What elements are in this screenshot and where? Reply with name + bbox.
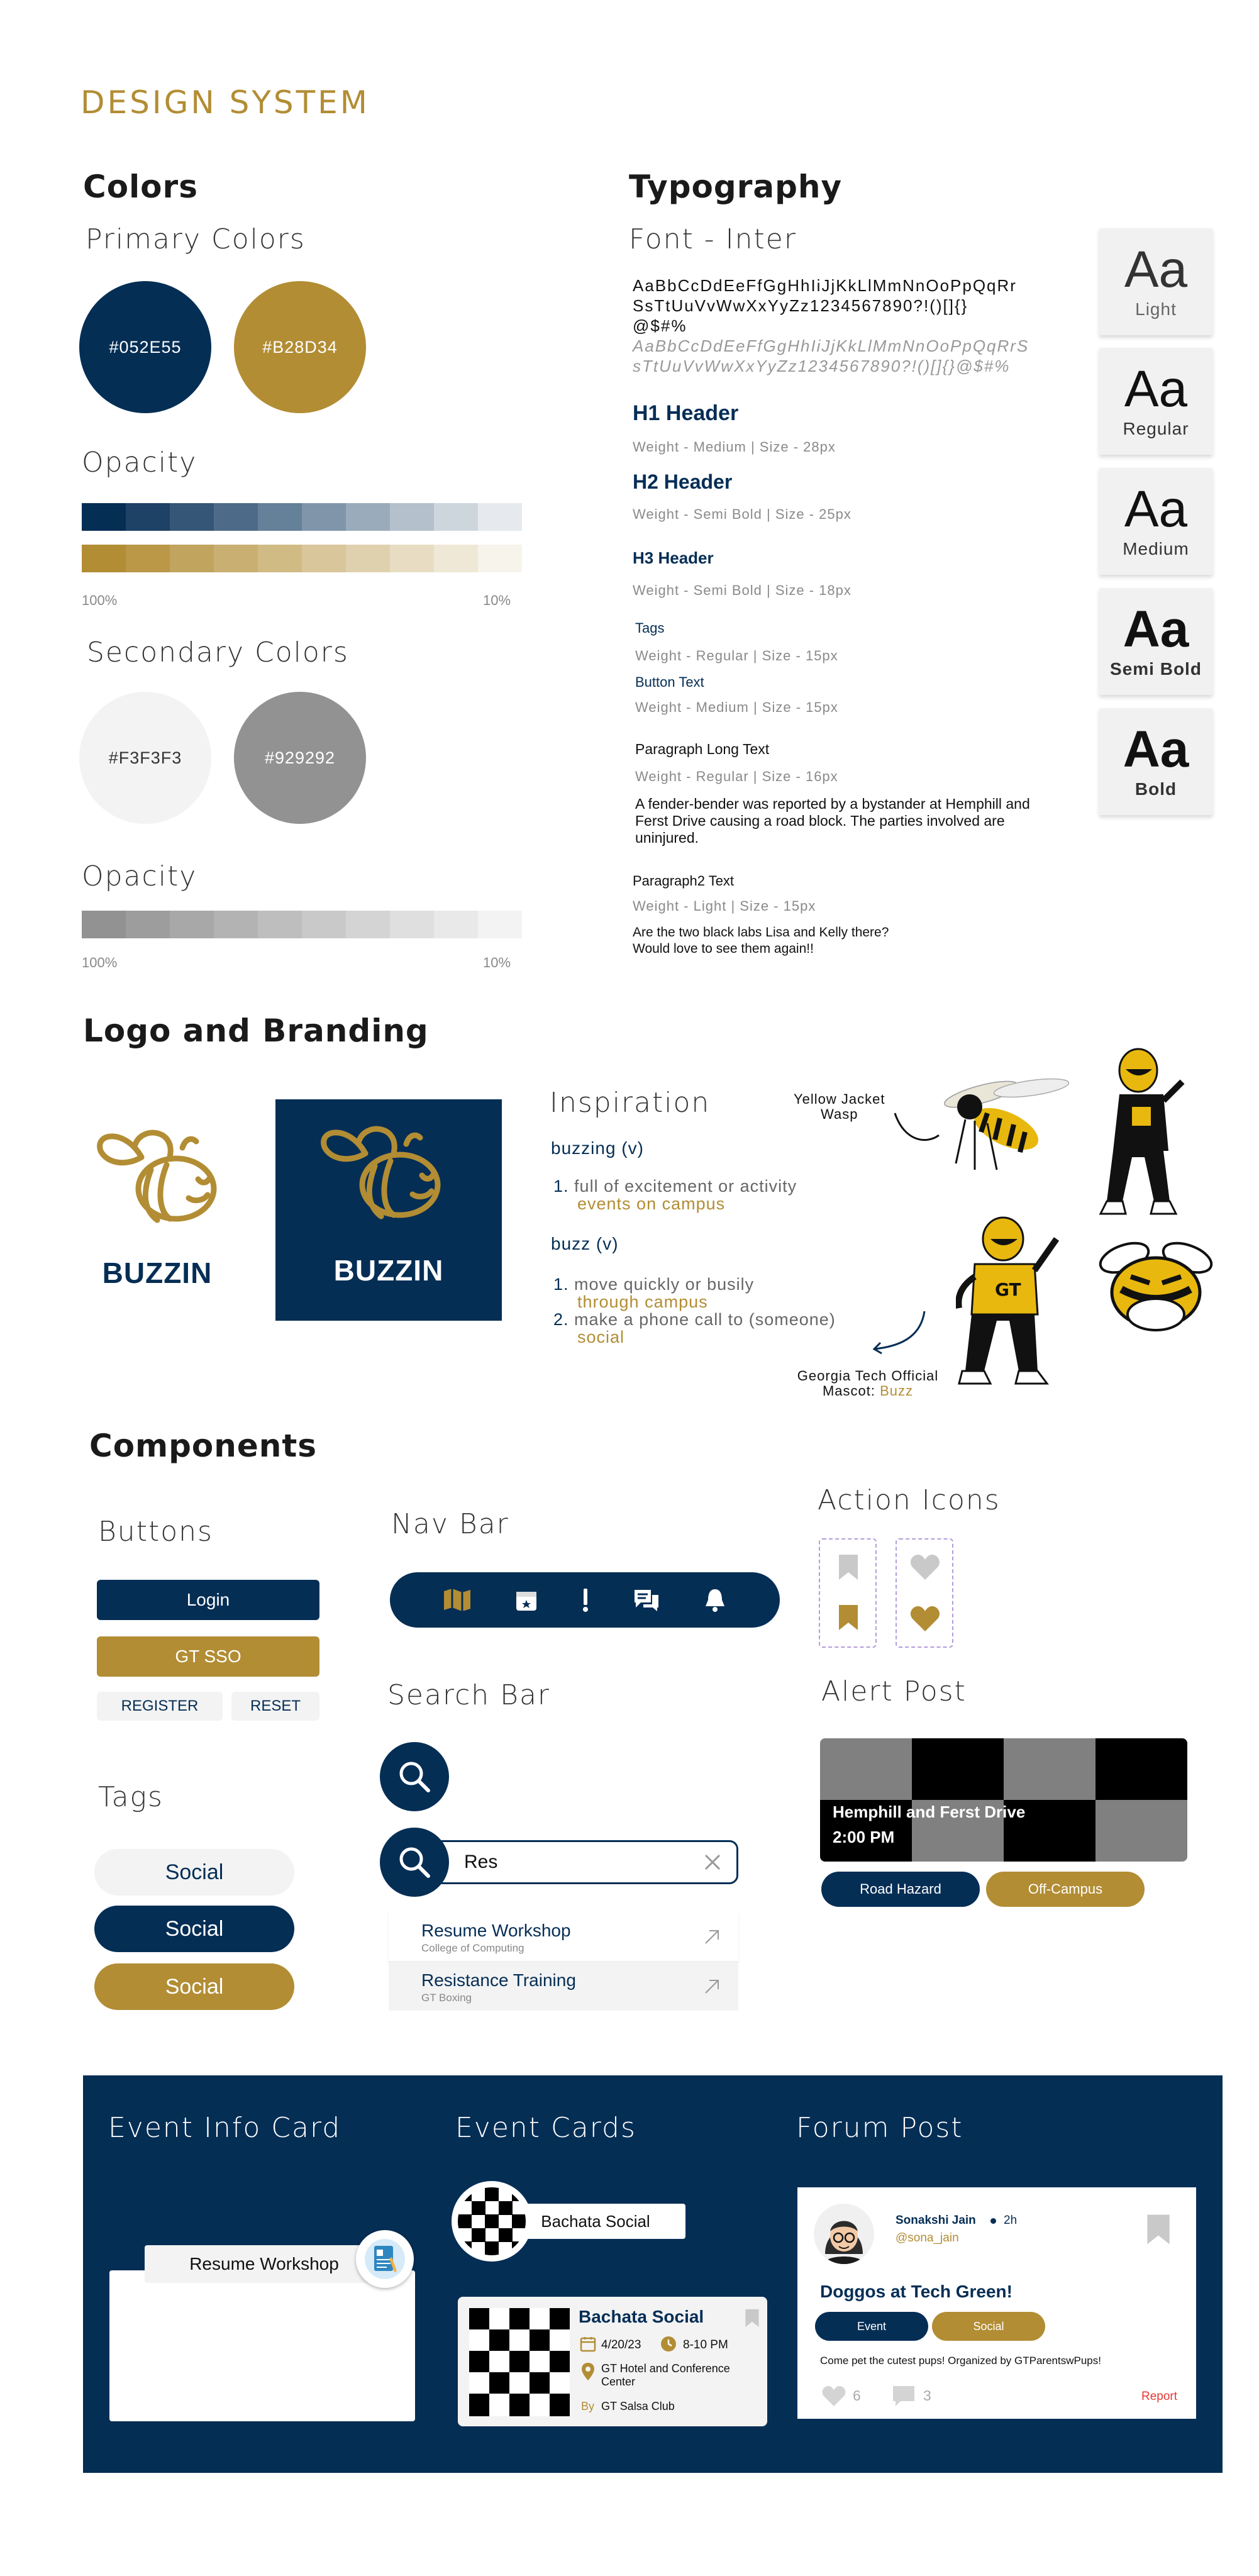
navbar-heading: Nav Bar <box>391 1508 509 1540</box>
forum-tag-social[interactable]: Social <box>932 2312 1045 2341</box>
alphabet-line-3: @$#% <box>633 316 687 335</box>
forum-post-body: Come pet the cutest pups! Organized by GTParentswPups! <box>820 2355 1101 2367</box>
opacity2-heading: Opacity <box>82 860 197 892</box>
forum-handle: @sona_jain <box>896 2231 959 2245</box>
weight-light-box <box>1099 228 1212 335</box>
wasp-illustration-icon <box>937 1069 1075 1182</box>
button-text-sample: Button Text <box>635 674 704 690</box>
buzz-def-list <box>553 1275 836 1346</box>
alert-tag-road-hazard[interactable]: Road Hazard <box>821 1872 980 1907</box>
weight-semibold-box <box>1099 588 1212 695</box>
resume-icon <box>364 2238 406 2280</box>
buzzing-definition <box>551 1138 644 1158</box>
paragraph2-spec: Weight - Light | Size - 15px <box>633 898 816 914</box>
alert-time: 2:00 PM <box>833 1828 895 1846</box>
h3-spec: Weight - Semi Bold | Size - 18px <box>633 582 851 598</box>
paragraph-long-sample: A fender-bender was reported by a bystander at Hemphill and Ferst Drive causing a road block. The parties involved are uninjured. <box>635 796 1030 846</box>
paragraph2-heading: Paragraph2 Text <box>633 873 735 889</box>
buzzin-logo-light-text: BUZZIN <box>102 1257 213 1289</box>
event-cards-heading: Event Cards <box>455 2112 636 2144</box>
login-button[interactable]: Login <box>97 1580 319 1620</box>
action-icons-heading: Action Icons <box>818 1484 1001 1516</box>
weight-light-label: Light <box>1135 299 1177 319</box>
wasp-label-line-1: Yellow Jacket <box>794 1091 885 1107</box>
alert-tag-off-campus[interactable]: Off-Campus <box>986 1872 1145 1907</box>
tag-gold[interactable]: Social <box>94 1963 294 2010</box>
typography-heading: Typography <box>629 169 843 205</box>
h2-spec: Weight - Semi Bold | Size - 25px <box>633 506 851 522</box>
color-swatch-navy <box>79 281 211 413</box>
weight-medium-box <box>1099 468 1212 575</box>
report-link[interactable]: Report <box>1141 2390 1177 2403</box>
gold-opacity-scale <box>82 545 522 572</box>
buzz-mascot-pointing-icon <box>956 1214 1069 1390</box>
mascot-name: Buzz <box>880 1383 914 1399</box>
event-card-org: GT Salsa Club <box>601 2400 675 2412</box>
clock-icon <box>660 2336 677 2352</box>
buzz-def-1-accent: through campus <box>577 1292 708 1311</box>
event-card-checker-image <box>469 2308 570 2416</box>
open-arrow-icon <box>703 1978 721 1996</box>
color-swatch-gold-label: #B28D34 <box>262 337 338 357</box>
event-card-title: Bachata Social <box>579 2307 704 2326</box>
paragraph-long-spec: Weight - Regular | Size - 16px <box>635 769 838 784</box>
forum-tag-event[interactable]: Event <box>815 2312 928 2341</box>
mascot-label-line-2: Mascot: Buzz <box>822 1383 914 1399</box>
search-result-title: Resume Workshop <box>421 1921 571 1940</box>
event-info-name: Resume Workshop <box>189 2254 339 2273</box>
mascot-jersey: GT <box>995 1279 1021 1300</box>
h1-sample: H1 Header <box>633 401 739 425</box>
alphabet-italic-2: sTtUuVvWwXxYyZz1234567890?!()[]{}@$#% <box>633 357 1011 375</box>
weight-regular-aa: Aa <box>1124 360 1188 418</box>
page-title: DESIGN SYSTEM <box>80 84 370 121</box>
buzzing-def-list <box>553 1177 797 1213</box>
search-icon <box>397 1759 432 1794</box>
secondary-colors-heading: Secondary Colors <box>87 636 349 669</box>
location-pin-icon <box>581 2362 595 2381</box>
components-heading: Components <box>89 1428 318 1464</box>
opacity-end-label: 10% <box>483 592 511 608</box>
event-info-card-heading: Event Info Card <box>108 2112 341 2144</box>
search-button-expanded[interactable] <box>380 1828 449 1897</box>
color-swatch-light <box>79 692 211 824</box>
gray-opacity-scale <box>82 911 522 938</box>
event-info-tab <box>145 2245 384 2283</box>
event-card-location: GT Hotel and Conference Center <box>601 2362 730 2388</box>
like-states <box>896 1538 953 1648</box>
bookmark-outline-icon[interactable] <box>1146 2212 1171 2246</box>
weight-regular-label: Regular <box>1123 419 1189 438</box>
h3-sample: H3 Header <box>633 548 714 567</box>
navy-opacity-scale <box>82 503 522 531</box>
search-result-title: Resistance Training <box>421 1970 576 1990</box>
event-pill-name: Bachata Social <box>541 2211 650 2231</box>
search-button-collapsed[interactable] <box>380 1742 449 1811</box>
calendar-icon <box>580 2336 596 2352</box>
opacity2-start-label: 100% <box>82 955 118 970</box>
search-heading: Search Bar <box>387 1679 551 1711</box>
branding-heading: Logo and Branding <box>83 1013 429 1049</box>
calendar-star-icon[interactable] <box>514 1587 539 1613</box>
bookmark-outline-icon[interactable] <box>838 1553 859 1581</box>
paragraph2-line-2: Would love to see them again!! <box>633 941 814 956</box>
event-pill[interactable] <box>506 2204 685 2239</box>
wasp-label <box>794 1092 885 1122</box>
tags-heading: Tags <box>98 1781 164 1813</box>
buzzin-logo-light <box>82 1126 233 1289</box>
event-card-date: 4/20/23 <box>601 2338 641 2351</box>
gt-sso-button[interactable]: GT SSO <box>97 1636 319 1677</box>
weight-semibold-aa: Aa <box>1123 601 1189 658</box>
forum-author[interactable]: Sonakshi Jain <box>896 2214 976 2227</box>
buzz-mascot-standing-icon <box>1094 1044 1189 1220</box>
search-result-subtitle: College of Computing <box>421 1942 524 1954</box>
event-card-by: By <box>581 2400 595 2412</box>
buzzin-logo-dark <box>275 1099 502 1321</box>
inspiration-heading: Inspiration <box>550 1087 711 1119</box>
weight-regular-box <box>1099 348 1212 455</box>
forum-icon[interactable] <box>632 1587 661 1613</box>
search-result-subtitle: GT Boxing <box>421 1992 472 2004</box>
mascot-label-line-1: Georgia Tech Official <box>797 1368 939 1384</box>
alert-location: Hemphill and Ferst Drive <box>833 1802 1026 1821</box>
weight-medium-label: Medium <box>1123 539 1189 558</box>
weight-medium-aa: Aa <box>1124 480 1188 538</box>
alphabet-line-1: AaBbCcDdEeFfGgHhIiJjKkLlMmNnOoPpQqRr <box>633 276 1017 295</box>
event-pill-image <box>452 2181 532 2262</box>
bookmark-states <box>819 1538 877 1648</box>
opacity2-end-label: 10% <box>483 955 511 970</box>
color-swatch-light-label: #F3F3F3 <box>108 748 182 767</box>
weight-light-aa: Aa <box>1124 241 1188 298</box>
search-results-list <box>389 1912 738 2011</box>
search-input[interactable]: Res <box>464 1852 498 1872</box>
tags-spec: Weight - Regular | Size - 15px <box>635 648 838 663</box>
forum-post-card[interactable] <box>797 2187 1196 2419</box>
paragraph2-line-1: Are the two black labs Lisa and Kelly there? <box>633 925 889 940</box>
alert-post-heading: Alert Post <box>821 1675 967 1707</box>
profile-avatar-icon <box>814 2204 874 2264</box>
color-swatch-gray-label: #929292 <box>264 748 336 767</box>
wasp-label-line-2: Wasp <box>821 1106 858 1122</box>
buzz-def-2-accent: social <box>577 1328 625 1346</box>
buzzing-word: buzzing (v) <box>551 1138 644 1158</box>
tag-light[interactable]: Social <box>94 1849 294 1896</box>
checker-thumbnail-icon <box>458 2187 526 2255</box>
bell-icon[interactable] <box>703 1587 727 1613</box>
alphabet-line-2: SsTtUuVvWwXxYyZz1234567890?!()[]{} <box>633 296 968 315</box>
alphabet-sample <box>633 275 1073 376</box>
color-swatch-gray <box>234 692 366 824</box>
avatar <box>814 2204 874 2264</box>
buttons-heading: Buttons <box>98 1516 213 1548</box>
heart-outline-icon[interactable] <box>909 1553 941 1581</box>
forum-time-dot <box>990 2218 996 2224</box>
weight-bold-aa: Aa <box>1123 721 1189 778</box>
yellow-jacket-logo-icon <box>1093 1233 1219 1340</box>
map-icon[interactable] <box>443 1587 472 1613</box>
clear-search-icon[interactable] <box>703 1853 722 1872</box>
search-result-item[interactable] <box>389 1962 738 2011</box>
wasp-arrow-icon <box>892 1107 942 1151</box>
alphabet-italic-1: AaBbCcDdEeFfGgHhIiJjKkLlMmNnOoPpQqRrS <box>633 336 1029 355</box>
reset-button[interactable]: RESET <box>231 1692 319 1721</box>
opacity-start-label: 100% <box>82 592 118 608</box>
weight-semibold-label: Semi Bold <box>1110 659 1202 679</box>
buzzin-logo-dark-text: BUZZIN <box>333 1254 444 1287</box>
font-heading: Font - Inter <box>629 223 797 255</box>
mascot-arrow-icon <box>868 1308 931 1358</box>
register-button[interactable]: REGISTER <box>97 1692 223 1721</box>
tags-sample: Tags <box>635 620 665 636</box>
color-swatch-gold <box>234 281 366 413</box>
bookmark-filled-icon[interactable] <box>838 1604 859 1631</box>
bee-logo-icon <box>82 1126 233 1252</box>
buzz-def-2: 2. make a phone call to (someone) <box>553 1310 836 1329</box>
paragraph2-sample <box>633 924 889 957</box>
opacity-heading: Opacity <box>82 447 197 479</box>
search-result-item[interactable] <box>389 1912 738 1962</box>
forum-comment-count: 3 <box>923 2387 931 2404</box>
alert-icon[interactable] <box>581 1587 590 1613</box>
color-swatch-navy-label: #052E55 <box>109 337 182 357</box>
forum-like-count: 6 <box>853 2387 861 2404</box>
primary-colors-heading: Primary Colors <box>86 223 306 255</box>
paragraph-long-heading: Paragraph Long Text <box>635 741 770 757</box>
event-card-time: 8-10 PM <box>683 2338 728 2351</box>
buzzing-def-1: 1. full of excitement or activity <box>553 1177 797 1196</box>
heart-filled-icon[interactable] <box>909 1605 941 1633</box>
event-card[interactable] <box>458 2297 767 2426</box>
open-arrow-icon <box>703 1928 721 1946</box>
buzz-word: buzz (v) <box>551 1234 619 1253</box>
buzzing-def-1-accent: events on campus <box>577 1194 726 1213</box>
colors-heading: Colors <box>83 169 198 205</box>
search-icon <box>397 1845 432 1880</box>
weight-bold-box <box>1099 708 1212 815</box>
event-info-avatar <box>356 2230 414 2288</box>
nav-bar <box>390 1572 780 1628</box>
weight-bold-label: Bold <box>1134 779 1177 799</box>
h2-sample: H2 Header <box>633 470 733 493</box>
forum-time: 2h <box>1004 2214 1018 2227</box>
event-info-card[interactable] <box>109 2270 415 2421</box>
tag-navy[interactable]: Social <box>94 1906 294 1952</box>
h1-spec: Weight - Medium | Size - 28px <box>633 439 836 455</box>
heart-outline-icon[interactable] <box>821 2385 846 2407</box>
button-text-spec: Weight - Medium | Size - 15px <box>635 699 838 715</box>
buzz-def-1: 1. move quickly or busily <box>553 1275 755 1294</box>
bee-logo-dark-icon <box>306 1122 457 1248</box>
comment-icon[interactable] <box>892 2385 916 2407</box>
bookmark-outline-icon[interactable] <box>745 2308 760 2328</box>
forum-post-title: Doggos at Tech Green! <box>820 2282 1012 2301</box>
forum-post-heading: Forum Post <box>796 2112 963 2144</box>
mascot-label <box>774 1368 962 1399</box>
